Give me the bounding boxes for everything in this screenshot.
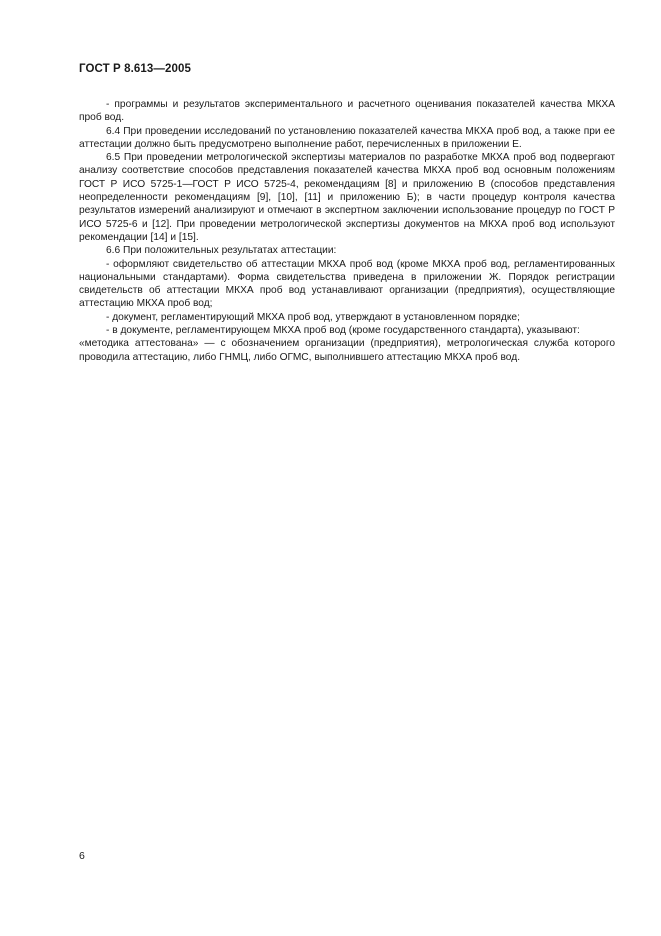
document-body: [79, 98, 615, 364]
paragraph-certified-note: «методика аттестована» — с обозначением организации (предприятия), метрологическая служба которого проводила аттестацию, либо ГНМЦ, либо ОГМС, выполнившего аттестацию МКХА проб вод.: [79, 338, 615, 363]
paragraph-list-item-programs: - программы и результатов экспериментального и расчетного оценивания показателей качества МКХА проб вод.: [79, 99, 615, 124]
paragraph-6-5: 6.5 При проведении метрологической экспертизы материалов по разработке МКХА проб вод подвергают анализу соответствие способов представления показателей качества МКХА проб вод основным положениям ГОСТ Р ИСО 5725-1—ГОСТ Р ИСО 5725-4, рекомендациям [8] и приложению В (способов представления неопределенности рекомендациям [9], [10], [11] и приложению Б); в части процедур контроля качества результатов измерений анализируют и отмечают в экспертном заключении использование процедур по ГОСТ Р ИСО 5725-6 и [12]. При проведении метрологической экспертизы документов на МКХА проб вод используют рекомендации [14] и [15].: [79, 152, 615, 243]
paragraph-list-item-approval: - документ, регламентирующий МКХА проб вод, утверждают в установленном порядке;: [106, 311, 520, 323]
paragraph-6-4: 6.4 При проведении исследований по установлению показателей качества МКХА проб вод, а также при ее аттестации должно быть предусмотрено выполнение работ, перечисленных в приложении Е.: [79, 125, 615, 150]
paragraph-list-item-certificate: - оформляют свидетельство об аттестации МКХА проб вод (кроме МКХА проб вод, регламентированных национальными стандартами). Форма свидетельства приведена в приложении Ж. Порядок регистрации свидетельств об аттестации МКХА проб вод устанавливают организации (предприятия), осуществляющие аттестацию МКХА проб вод;: [79, 258, 615, 310]
paragraph-6-6: 6.6 При положительных результатах аттестации:: [106, 245, 337, 257]
document-header: ГОСТ Р 8.613—2005: [79, 63, 191, 75]
paragraph-list-item-indication: - в документе, регламентирующем МКХА проб вод (кроме государственного стандарта), указывают:: [106, 325, 580, 337]
page-number: 6: [79, 850, 85, 862]
